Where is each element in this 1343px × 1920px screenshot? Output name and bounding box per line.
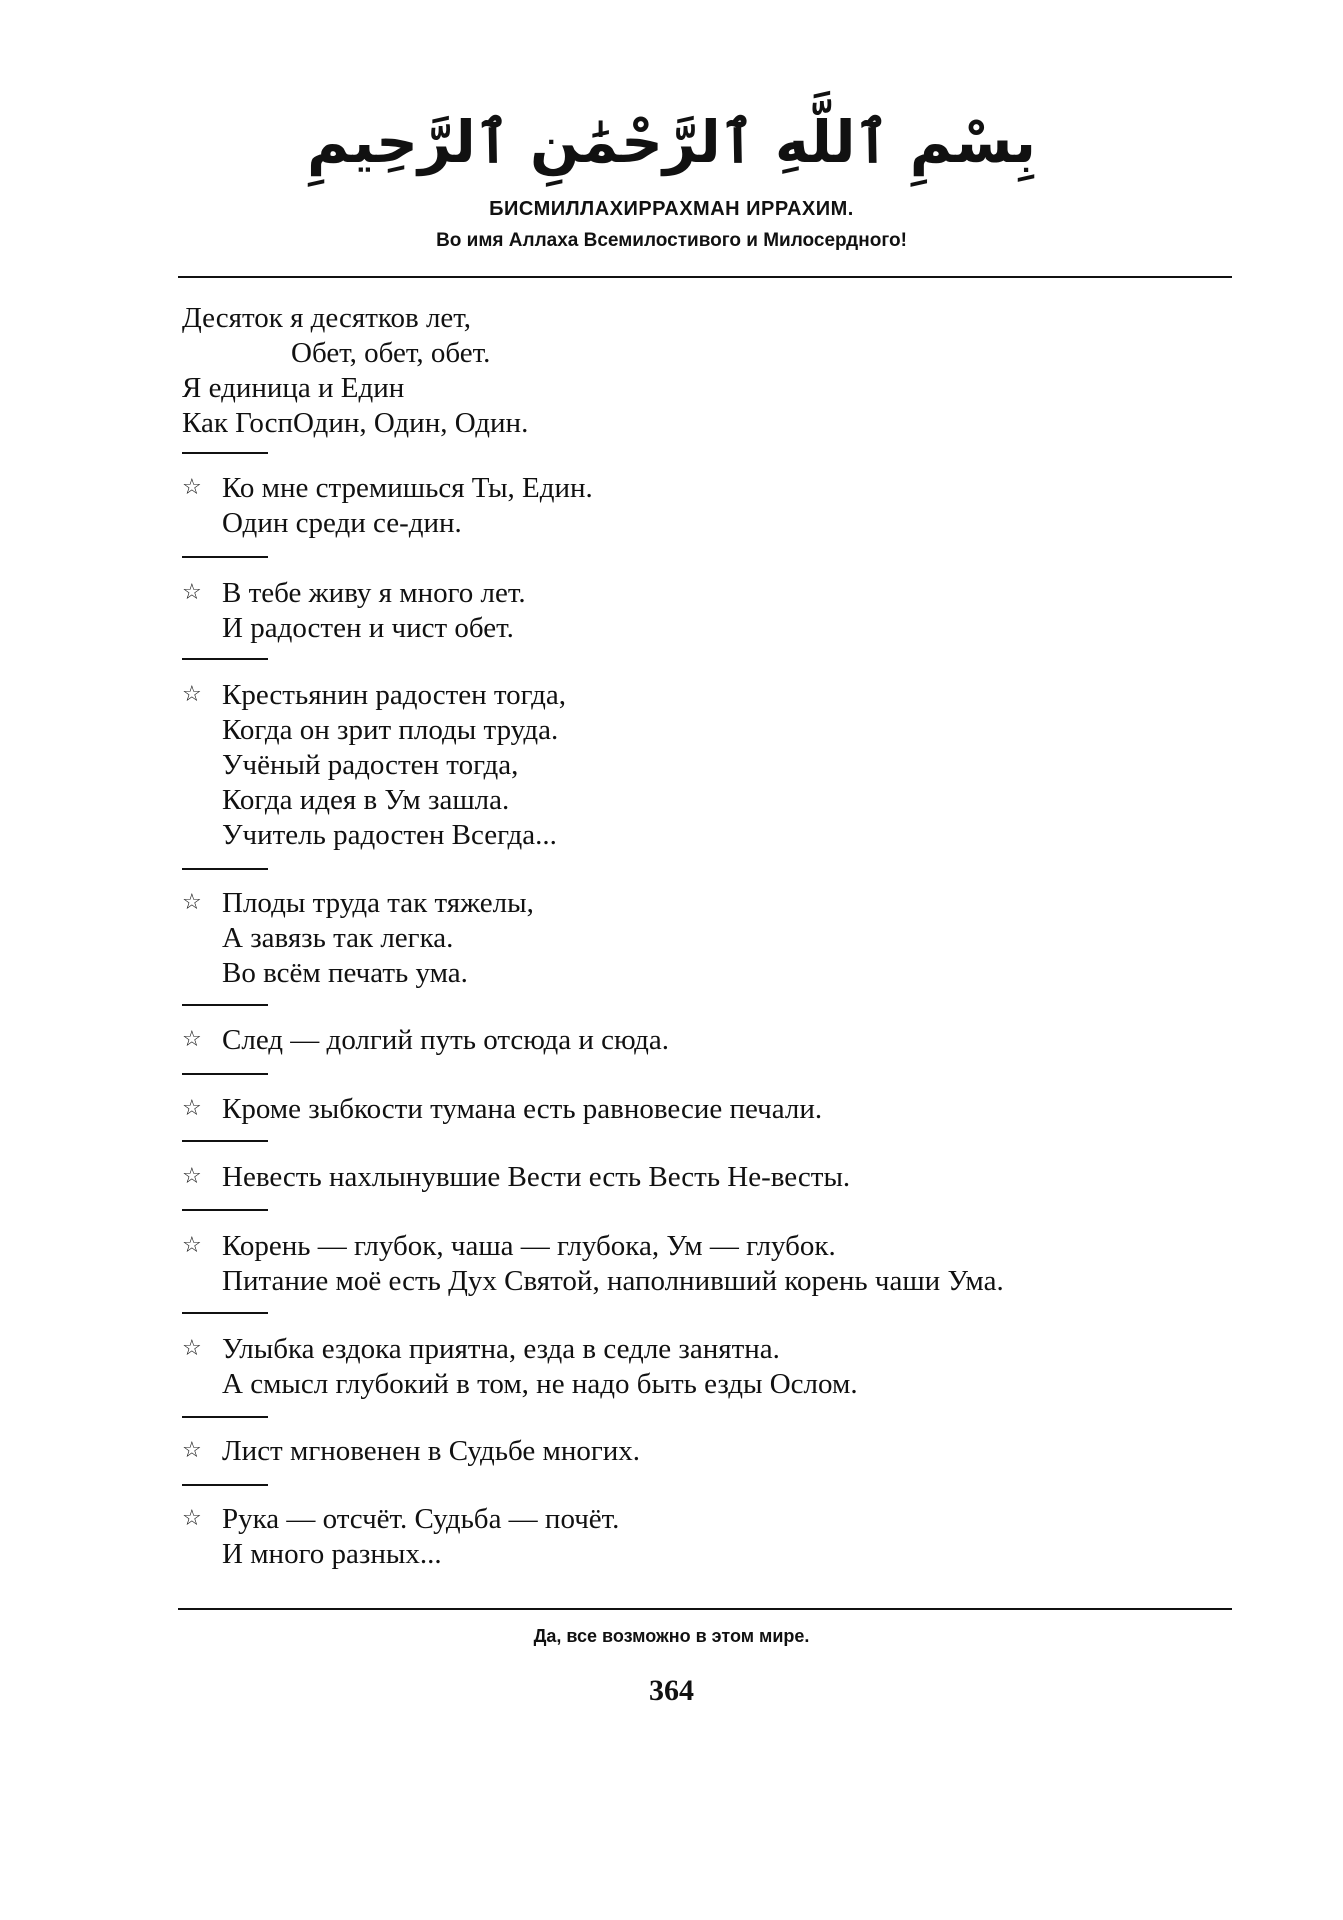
poem-line: В тебе живу я много лет. bbox=[222, 577, 526, 609]
star-outline-icon: ☆ bbox=[182, 1438, 202, 1463]
poem-line: Я единица и Един bbox=[182, 372, 405, 404]
poem-line: Рука — отсчёт. Судьба — почёт. bbox=[222, 1503, 620, 1535]
star-outline-icon: ☆ bbox=[182, 475, 202, 500]
stanza-separator bbox=[182, 1416, 268, 1418]
stanza-separator bbox=[182, 1004, 268, 1006]
star-outline-icon: ☆ bbox=[182, 890, 202, 915]
footer-text: Да, все возможно в этом мире. bbox=[533, 1626, 810, 1646]
poem-line: Невесть нахлынувшие Вести есть Весть Не-весты. bbox=[222, 1161, 851, 1193]
bismillah-calligraphy: بِسْمِ ٱللَّهِ ٱلرَّحْمَٰنِ ٱلرَّحِيمِ bbox=[307, 108, 1036, 176]
poem-line: Один среди се-дин. bbox=[222, 507, 462, 539]
poem-line: Как ГоспОдин, Один, Один. bbox=[182, 407, 529, 439]
poem-line: И радостен и чист обет. bbox=[222, 612, 514, 644]
stanza-separator bbox=[182, 556, 268, 558]
poem-line: А смысл глубокий в том, не надо быть езды Ослом. bbox=[222, 1368, 858, 1400]
poem-line: Когда идея в Ум зашла. bbox=[222, 784, 510, 816]
header-translation: Во имя Аллаха Всемилостивого и Милосердного! bbox=[436, 230, 907, 251]
stanza-separator bbox=[182, 452, 268, 454]
poem-line: Плоды труда так тяжелы, bbox=[222, 887, 534, 919]
star-outline-icon: ☆ bbox=[182, 580, 202, 605]
poem-line: Улыбка ездока приятна, езда в седле занятна. bbox=[222, 1333, 780, 1365]
star-outline-icon: ☆ bbox=[182, 1096, 202, 1121]
star-outline-icon: ☆ bbox=[182, 1164, 202, 1189]
poem-line: Обет, обет, обет. bbox=[291, 337, 491, 369]
header-rule bbox=[178, 276, 1232, 278]
star-outline-icon: ☆ bbox=[182, 1506, 202, 1531]
stanza-separator bbox=[182, 1484, 268, 1486]
poem-line: А завязь так легка. bbox=[222, 922, 454, 954]
poem-line: Лист мгновенен в Судьбе многих. bbox=[222, 1435, 641, 1467]
star-outline-icon: ☆ bbox=[182, 1336, 202, 1361]
stanza-separator bbox=[182, 1312, 268, 1314]
poem-line: Питание моё есть Дух Святой, наполнивший корень чаши Ума. bbox=[222, 1265, 1004, 1297]
star-outline-icon: ☆ bbox=[182, 682, 202, 707]
star-outline-icon: ☆ bbox=[182, 1027, 202, 1052]
header-transliteration: БИСМИЛЛАХИРРАХМАН ИРРАХИМ. bbox=[489, 198, 854, 220]
poem-line: Корень — глубок, чаша — глубока, Ум — глубок. bbox=[222, 1230, 836, 1262]
poem-line: Учёный радостен тогда, bbox=[222, 749, 519, 781]
poem-line: Кроме зыбкости тумана есть равновесие печали. bbox=[222, 1093, 823, 1125]
poem-line: И много разных... bbox=[222, 1538, 442, 1570]
footer-rule bbox=[178, 1608, 1232, 1610]
poem-line: Крестьянин радостен тогда, bbox=[222, 679, 567, 711]
stanza-separator bbox=[182, 1140, 268, 1142]
stanza-separator bbox=[182, 658, 268, 660]
poem-line: Ко мне стремишься Ты, Един. bbox=[222, 472, 593, 504]
poem-line: След — долгий путь отсюда и сюда. bbox=[222, 1024, 670, 1056]
stanza-separator bbox=[182, 868, 268, 870]
poem-line: Когда он зрит плоды труда. bbox=[222, 714, 559, 746]
page-number: 364 bbox=[649, 1674, 694, 1707]
stanza-separator bbox=[182, 1073, 268, 1075]
stanza-separator bbox=[182, 1209, 268, 1211]
poem-line: Учитель радостен Всегда... bbox=[222, 819, 557, 851]
poem-line: Во всём печать ума. bbox=[222, 957, 468, 989]
poem-line: Десяток я десятков лет, bbox=[182, 302, 472, 334]
star-outline-icon: ☆ bbox=[182, 1233, 202, 1258]
